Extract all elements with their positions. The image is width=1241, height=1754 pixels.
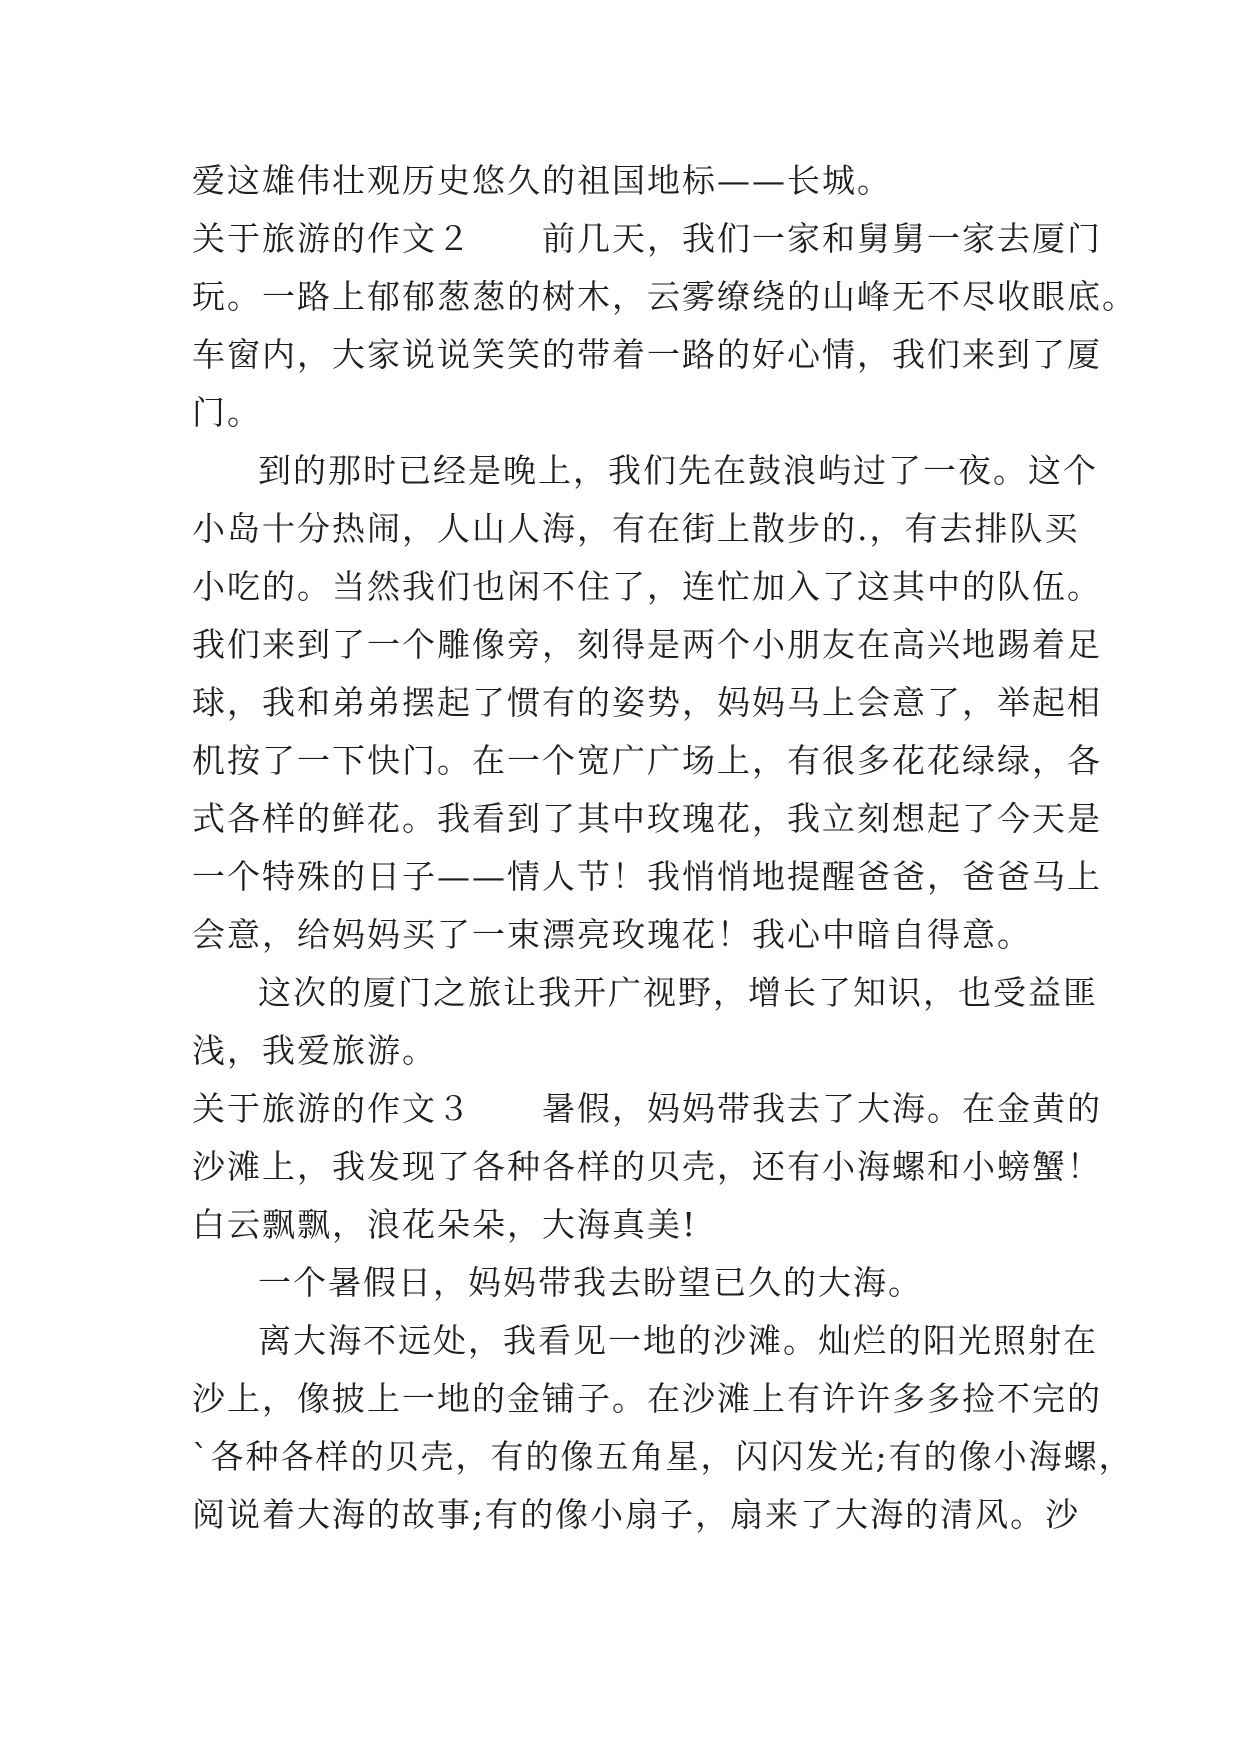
essay-heading-line: 关于旅游的作文２ 前几天，我们一家和舅舅一家去厦门 (192, 219, 1102, 258)
text-line: 式各样的鲜花。我看到了其中玫瑰花，我立刻想起了今天是 (192, 799, 1102, 838)
essay-heading-line: 关于旅游的作文３ 暑假，妈妈带我去了大海。在金黄的 (192, 1089, 1102, 1128)
text-line: 浅，我爱旅游。 (192, 1031, 437, 1070)
text-line: 车窗内，大家说说笑笑的带着一路的好心情，我们来到了厦 (192, 335, 1102, 374)
text-line: 玩。一路上郁郁葱葱的树木，云雾缭绕的山峰无不尽收眼底。 (192, 277, 1137, 316)
text-line: 阅说着大海的故事;有的像小扇子，扇来了大海的清风。沙 (192, 1495, 1081, 1534)
text-line: 机按了一下快门。在一个宽广广场上，有很多花花绿绿，各 (192, 741, 1102, 780)
text-line: 小岛十分热闹，人山人海，有在街上散步的.，有去排队买 (192, 509, 1080, 548)
paragraph-start-line: 离大海不远处，我看见一地的沙滩。灿烂的阳光照射在 (258, 1321, 1098, 1360)
text-line: 球，我和弟弟摆起了惯有的姿势，妈妈马上会意了，举起相 (192, 683, 1102, 722)
text-line: `各种各样的贝壳，有的像五角星，闪闪发光;有的像小海螺， (192, 1437, 1134, 1476)
text-line: 白云飘飘，浪花朵朵，大海真美! (192, 1205, 698, 1244)
paragraph-start-line: 到的那时已经是晚上，我们先在鼓浪屿过了一夜。这个 (258, 451, 1098, 490)
paragraph-start-line: 一个暑假日，妈妈带我去盼望已久的大海。 (258, 1263, 923, 1302)
text-line: 门。 (192, 393, 262, 432)
text-line: 我们来到了一个雕像旁，刻得是两个小朋友在高兴地踢着足 (192, 625, 1102, 664)
text-line: 一个特殊的日子——情人节！我悄悄地提醒爸爸，爸爸马上 (192, 857, 1102, 896)
text-line: 会意，给妈妈买了一束漂亮玫瑰花！我心中暗自得意。 (192, 915, 1032, 954)
text-line: 爱这雄伟壮观历史悠久的祖国地标——长城。 (192, 161, 892, 200)
text-line: 沙滩上，我发现了各种各样的贝壳，还有小海螺和小螃蟹！ (192, 1147, 1102, 1186)
text-line: 小吃的。当然我们也闲不住了，连忙加入了这其中的队伍。 (192, 567, 1102, 606)
essay-body (192, 152, 1137, 1544)
text-line: 沙上，像披上一地的金铺子。在沙滩上有许许多多捡不完的 (192, 1379, 1102, 1418)
paragraph-start-line: 这次的厦门之旅让我开广视野，增长了知识，也受益匪 (258, 973, 1098, 1012)
